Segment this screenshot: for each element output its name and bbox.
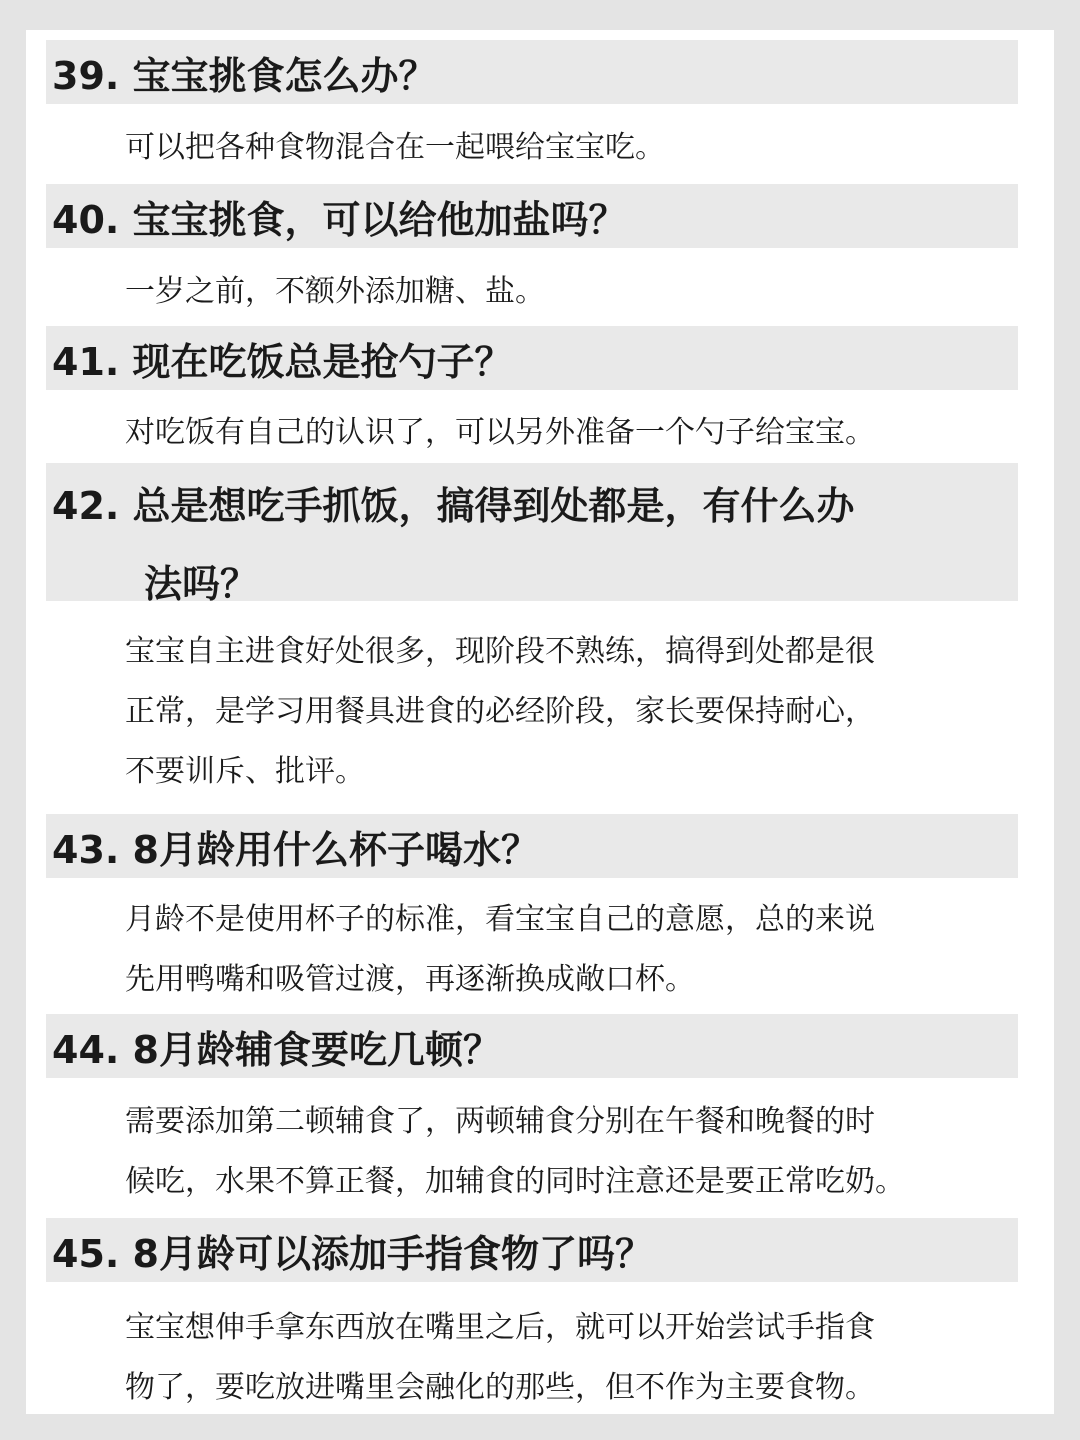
question-42-line-1: 42. 总是想吃手抓饭，搞得到处都是，有什么办 — [52, 484, 855, 528]
answer-42 — [125, 622, 1035, 802]
answer-40 — [125, 262, 1035, 322]
answer-39-line-1: 可以把各种食物混合在一起喂给宝宝吃。 — [125, 130, 665, 165]
answer-42-line-2: 正常，是学习用餐具进食的必经阶段，家长要保持耐心， — [125, 694, 875, 729]
question-44: 44. 8月龄辅食要吃几顿？ — [46, 1014, 1018, 1078]
answer-44 — [125, 1092, 1035, 1212]
answer-45-line-1: 宝宝想伸手拿东西放在嘴里之后，就可以开始尝试手指食 — [125, 1310, 875, 1345]
question-40: 40. 宝宝挑食，可以给他加盐吗？ — [46, 184, 1018, 248]
answer-43-line-1: 月龄不是使用杯子的标准，看宝宝自己的意愿，总的来说 — [125, 902, 875, 937]
question-45: 45. 8月龄可以添加手指食物了吗？ — [46, 1218, 1018, 1282]
answer-42-line-3: 不要训斥、批评。 — [125, 754, 365, 789]
answer-43-line-2: 先用鸭嘴和吸管过渡，再逐渐换成敞口杯。 — [125, 962, 695, 997]
answer-39 — [125, 118, 1035, 178]
answer-45 — [125, 1298, 1035, 1418]
question-43: 43. 8月龄用什么杯子喝水？ — [46, 814, 1018, 878]
answer-41-line-1: 对吃饭有自己的认识了，可以另外准备一个勺子给宝宝。 — [125, 415, 875, 450]
question-42-line-2: 法吗？ — [144, 562, 259, 606]
question-39: 39. 宝宝挑食怎么办？ — [46, 40, 1018, 104]
answer-41 — [125, 403, 1035, 463]
question-42 — [46, 463, 1018, 606]
answer-40-line-1: 一岁之前，不额外添加糖、盐。 — [125, 274, 545, 309]
answer-43 — [125, 890, 1035, 1010]
question-41: 41. 现在吃饭总是抢勺子？ — [46, 326, 1018, 390]
answer-42-line-1: 宝宝自主进食好处很多，现阶段不熟练，搞得到处都是很 — [125, 634, 875, 669]
answer-44-line-2: 候吃，水果不算正餐，加辅食的同时注意还是要正常吃奶。 — [125, 1164, 905, 1199]
faq-page — [26, 30, 1054, 1414]
answer-44-line-1: 需要添加第二顿辅食了，两顿辅食分别在午餐和晚餐的时 — [125, 1104, 875, 1139]
answer-45-line-2: 物了，要吃放进嘴里会融化的那些，但不作为主要食物。 — [125, 1370, 875, 1405]
